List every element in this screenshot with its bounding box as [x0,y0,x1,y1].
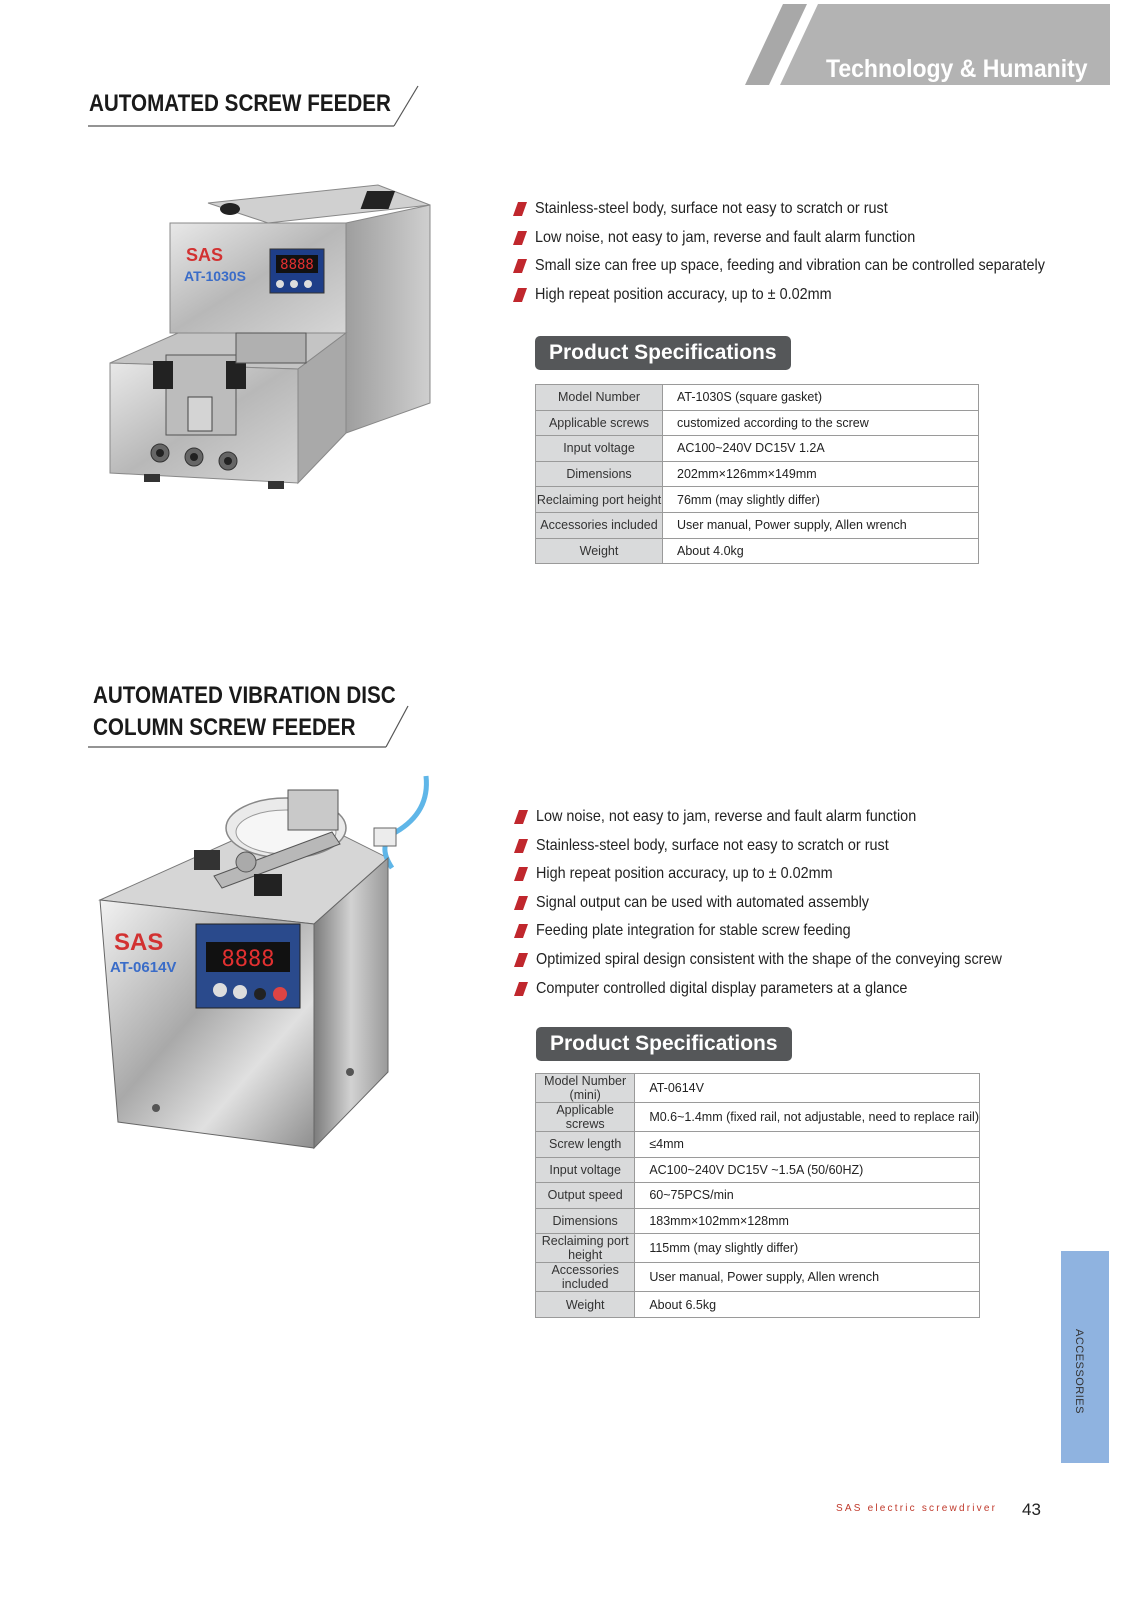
product-image-at-1030s [108,183,442,513]
spec-heading-at-1030s: Product Specifications [535,336,791,370]
section-title-vibration-disc-feeder: AUTOMATED VIBRATION DISC COLUMN SCREW FEEDER [93,682,396,741]
title-underline [88,84,420,128]
feature-item: Signal output can be used with automated assembly [514,892,1054,921]
svg-text:AT-1030S: AT-1030S [184,268,246,284]
table-row: Applicable screws M0.6~1.4mm (fixed rail, not adjustable, need to replace rail) [536,1103,980,1132]
feature-item: Low noise, not easy to jam, reverse and fault alarm function [513,227,1102,256]
table-row: Reclaiming port height 76mm (may slightly differ) [536,487,979,513]
feature-item: Optimized spiral design consistent with the shape of the conveying screw [514,949,1054,978]
side-tab-label: ACCESSORIES [1073,1329,1085,1414]
table-row: Accessories included User manual, Power supply, Allen wrench [536,1263,980,1292]
table-row: Applicable screws customized according to the screw [536,410,979,436]
table-row: Output speed 60~75PCS/min [536,1183,980,1209]
svg-text:SAS: SAS [186,245,224,265]
feature-item: Small size can free up space, feeding and vibration can be controlled separately [513,255,1102,284]
spec-table-at-1030s [535,384,979,564]
table-row: Accessories included User manual, Power supply, Allen wrench [536,512,979,538]
spec-heading-at-0614v: Product Specifications [536,1027,792,1061]
table-row: Screw length ≤4mm [536,1132,980,1158]
feature-item: Stainless-steel body, surface not easy to scratch or rust [513,198,1102,227]
svg-text:8888: 8888 [280,257,314,273]
title-underline [88,704,410,750]
table-row: Input voltage AC100~240V DC15V 1.2A [536,436,979,462]
table-row: Reclaiming port height 115mm (may slightly differ) [536,1234,980,1263]
table-row: Input voltage AC100~240V DC15V ~1.5A (50/60HZ) [536,1157,980,1183]
table-row: Dimensions 183mm×102mm×128mm [536,1208,980,1234]
feature-list-at-0614v [514,806,1054,1006]
page-number: 43 [1022,1500,1041,1519]
table-row: Weight About 4.0kg [536,538,979,564]
table-row: Dimensions 202mm×126mm×149mm [536,461,979,487]
table-row: Weight About 6.5kg [536,1292,980,1318]
side-tab-accessories[interactable] [1061,1251,1109,1463]
table-row: Model Number AT-1030S (square gasket) [536,385,979,411]
svg-text:8888: 8888 [221,947,275,972]
feature-item: Stainless-steel body, surface not easy to scratch or rust [514,835,1054,864]
svg-text:AT-0614V: AT-0614V [110,959,177,976]
footer-brand-text: SAS electric screwdriver [836,1503,998,1514]
spec-table-at-0614v [535,1073,980,1318]
header-tagline: Technology & Humanity [826,55,1088,83]
table-row: Model Number (mini) AT-0614V [536,1074,980,1103]
feature-item: Computer controlled digital display parameters at a glance [514,978,1054,1007]
feature-list-at-1030s [513,198,1102,312]
feature-item: Feeding plate integration for stable screw feeding [514,920,1054,949]
feature-item: Low noise, not easy to jam, reverse and fault alarm function [514,806,1054,835]
product-image-at-0614v [96,772,442,1150]
feature-item: High repeat position accuracy, up to ± 0.02mm [513,284,1102,313]
section-title-screw-feeder: AUTOMATED SCREW FEEDER [89,90,391,117]
feature-item: High repeat position accuracy, up to ± 0.02mm [514,863,1054,892]
svg-text:SAS: SAS [114,929,164,956]
